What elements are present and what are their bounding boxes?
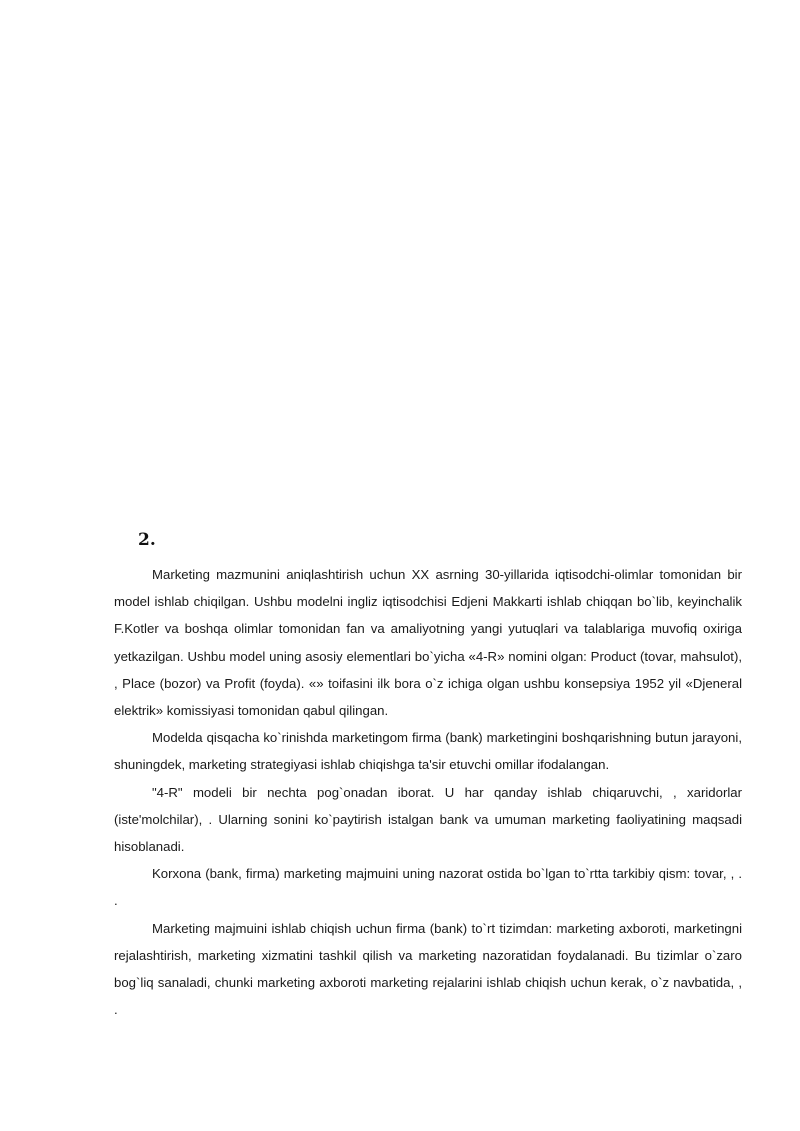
paragraph: Korxona (bank, firma) marketing majmuini uning nazorat ostida bo`lgan to`rtta tarkibiy qism: tovar, , . . xyxy=(114,866,742,909)
paragraph: Marketing mazmunini aniqlashtirish uchun XX asrning 30-yillarida iqtisodchi-olimlar tomonidan bir model ishlab chiqilgan. Ushbu modelni ingliz iqtisodchisi Edjeni Makkarti ishlab chiqqan bo`lib, keyinchalik F.Kotler va boshqa olimlar tomonidan fan va amaliyotning yangi yutuqlari va talablariga muvofiq oxiriga yetkazilgan. Ushbu model uning asosiy elementlari bo`yicha «4-R» nomini olgan: Product (tovar, mahsulot), , Place (bozor) va Profit (foyda). «» toifasini ilk bora o`z ichiga olgan ushbu konsepsiya 1952 yil «Djeneral elektrik» komissiyasi tomonidan qabul qilingan. xyxy=(114,567,742,719)
section-heading: 2. xyxy=(138,530,156,550)
paragraph: "4-R" modeli bir nechta pog`onadan iborat. U har qanday ishlab chiqaruvchi, , xaridorlar (iste'molchilar), . Ularning sonini ko`paytirish istalgan bank va umuman marketing faoliyatining maqsadi hisoblanadi. xyxy=(114,784,742,855)
document-body xyxy=(114,561,742,1023)
paragraph: Marketing majmuini ishlab chiqish uchun firma (bank) to`rt tizimdan: marketing axboroti, marketingni rejalashtirish, marketing xizmatini tashkil qilish va marketing nazoratidan foydalanadi. Bu tizimlar o`zaro bog`liq sanaladi, chunki marketing axboroti marketing rejalarini ishlab chiqish uchun kerak, o`z navbatida, , . xyxy=(114,920,742,1018)
paragraph: Modelda qisqacha ko`rinishda marketingom firma (bank) marketingini boshqarishning butun jarayoni, shuningdek, marketing strategiyasi ishlab chiqishga ta'sir etuvchi omillar ifodalangan. xyxy=(114,730,742,773)
